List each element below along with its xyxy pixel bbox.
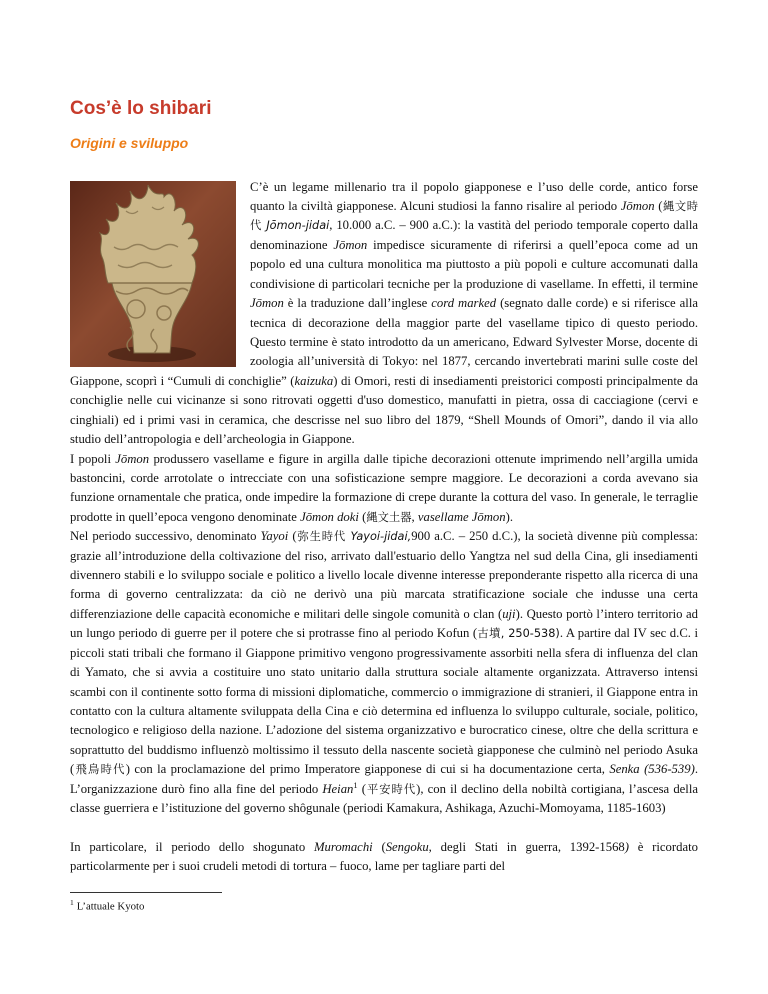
footnote-text: L’attuale Kyoto <box>76 900 145 913</box>
jomon-pottery-illustration <box>70 181 236 367</box>
paragraph-jomon-pottery: I popoli Jōmon produssero vasellame e figure in argilla dalle tipiche decorazioni ottenute imprimendo nell’argilla umida bastoncini, corde arrotolate o intrecciate con una sofisticazione sempre maggiore. Le decorazioni a corda avevano sia funzione ornamentale che pratica, onde impedire la formazione di crepe durante la cottura del vaso. In generale, le terraglie prodotte in quell’epoca vengono denominate Jōmon doki (縄文土器, vasellame Jōmon). <box>70 451 698 524</box>
document-body <box>70 178 698 877</box>
paragraph-muromachi: In particolare, il periodo dello shogunato Muromachi (Sengoku, degli Stati in guerra, 1392-1568) è ricordato particolarmente per i suoi crudeli metodi di tortura – fuoco, lame per tagliare parti del <box>70 839 698 873</box>
footnote-area <box>70 892 698 914</box>
footnote-marker: 1 <box>70 898 74 908</box>
page-title: Cos’è lo shibari <box>70 98 212 119</box>
jomon-pottery-image <box>70 181 236 367</box>
paragraph-jomon-intro <box>70 178 698 450</box>
paragraph-jomon-intro-text: C’è un legame millenario tra il popolo giapponese e l’uso delle corde, antico forse quanto la civiltà giapponese. Alcuni studiosi la fanno risalire al periodo Jōmon (縄文時代 Jōmon-jidai, 10.000 a.C. – 900 a.C.): la vastità del periodo temporale coperto dalla denominazione Jōmon impedisce sicuramente di riferirsi a quell’epoca come ad un popolo ed una cultura monolitica ma piuttosto a più popoli e culture accomunati dalla condivisione di particolari tecniche per la produzione di vasellame. In effetti, il termine Jōmon è la traduzione dall’inglese cord marked (segnato dalle corde) e si riferisce alla tecnica di decorazione della maggior parte del vasellame tipico di questo periodo. Questo termine è stato introdotto da un americano, Edward Sylvester Morse, docente di zoologia all’università di Tokyo: nel 1877, cercando invertebrati marini sulle coste del Giappone, scoprì i “Cumuli di conchiglie” (kaizuka) di Omori, resti di insediamenti preistorici composti principalmente da conchiglie nelle cui vicinanze si sono ritrovati oggetti d'uso domestico, manufatti in pietra, ossa di cacciagione (cervi e cinghiali) ed i primi vasi in ceramica, che descrisse nel suo libro del 1879, “Shell Mounds of Omori”, dando il via allo studio dell’antropologia e dell’archeologia in Giappone. <box>70 179 698 447</box>
paragraph-yayoi-kofun: Nel periodo successivo, denominato Yayoi (弥生時代 Yayoi-jidai,900 a.C. – 250 d.C.), la società divenne più complessa: grazie all’introduzione della coltivazione del riso, arrivato dall'estuario dello Yangtza nel sud della Cina, gli insediamenti divennero stabili e lo sviluppo sociale e politico a livello locale divenne interesse preponderante rispetto alla ricerca di una forma di governo centralizzata: da ciò ne derivò una più marcata stratificazione sociale che indusse una certa differenziazione delle capacità economiche e militari delle singole comunità o clan (uji). Questo portò l’intero territorio ad un lungo periodo di guerre per il potere che si protrasse fino al periodo Kofun (古墳, 250-538). A partire dal IV sec d.C. i piccoli stati tribali che formano il Giappone primitivo vengono progressivamente assorbiti nella sfera di influenza del clan di Yamato, che si avvia a costituire uno stato unitario dalla struttura sociale altamente organizzata. Attraverso intensi scambi con il continente sotto forma di missioni diplomatiche, commercio o immigrazione di stranieri, il Giappone entra in contatto con la cultura altamente sviluppata della Cina e ciò determina ed influenza lo sviluppo culturale, sociale, politico, tecnologico e religioso della nazione. L’adozione del sistema organizzativo e burocratico cinese, oltre che della scrittura e soprattutto del buddismo influenzò moltissimo il tessuto della nascente società giapponese che culminò nel periodo Asuka (飛鳥時代) con la proclamazione del primo Imperatore giapponese di cui si ha documentazione certa, Senka (536-539). L’organizzazione durò fino alla fine del periodo Heian$^1$ (平安時代), con il declino della nobiltà cortigiana, l’ascesa della classe guerriera e l’istituzione del governo shôgunale (periodi Kamakura, Ashikaga, Azuchi-Momoyama, 1185-1603) <box>70 529 698 816</box>
section-subtitle: Origini e sviluppo <box>70 134 189 151</box>
footnote-divider <box>70 892 222 893</box>
footnote <box>70 898 698 914</box>
